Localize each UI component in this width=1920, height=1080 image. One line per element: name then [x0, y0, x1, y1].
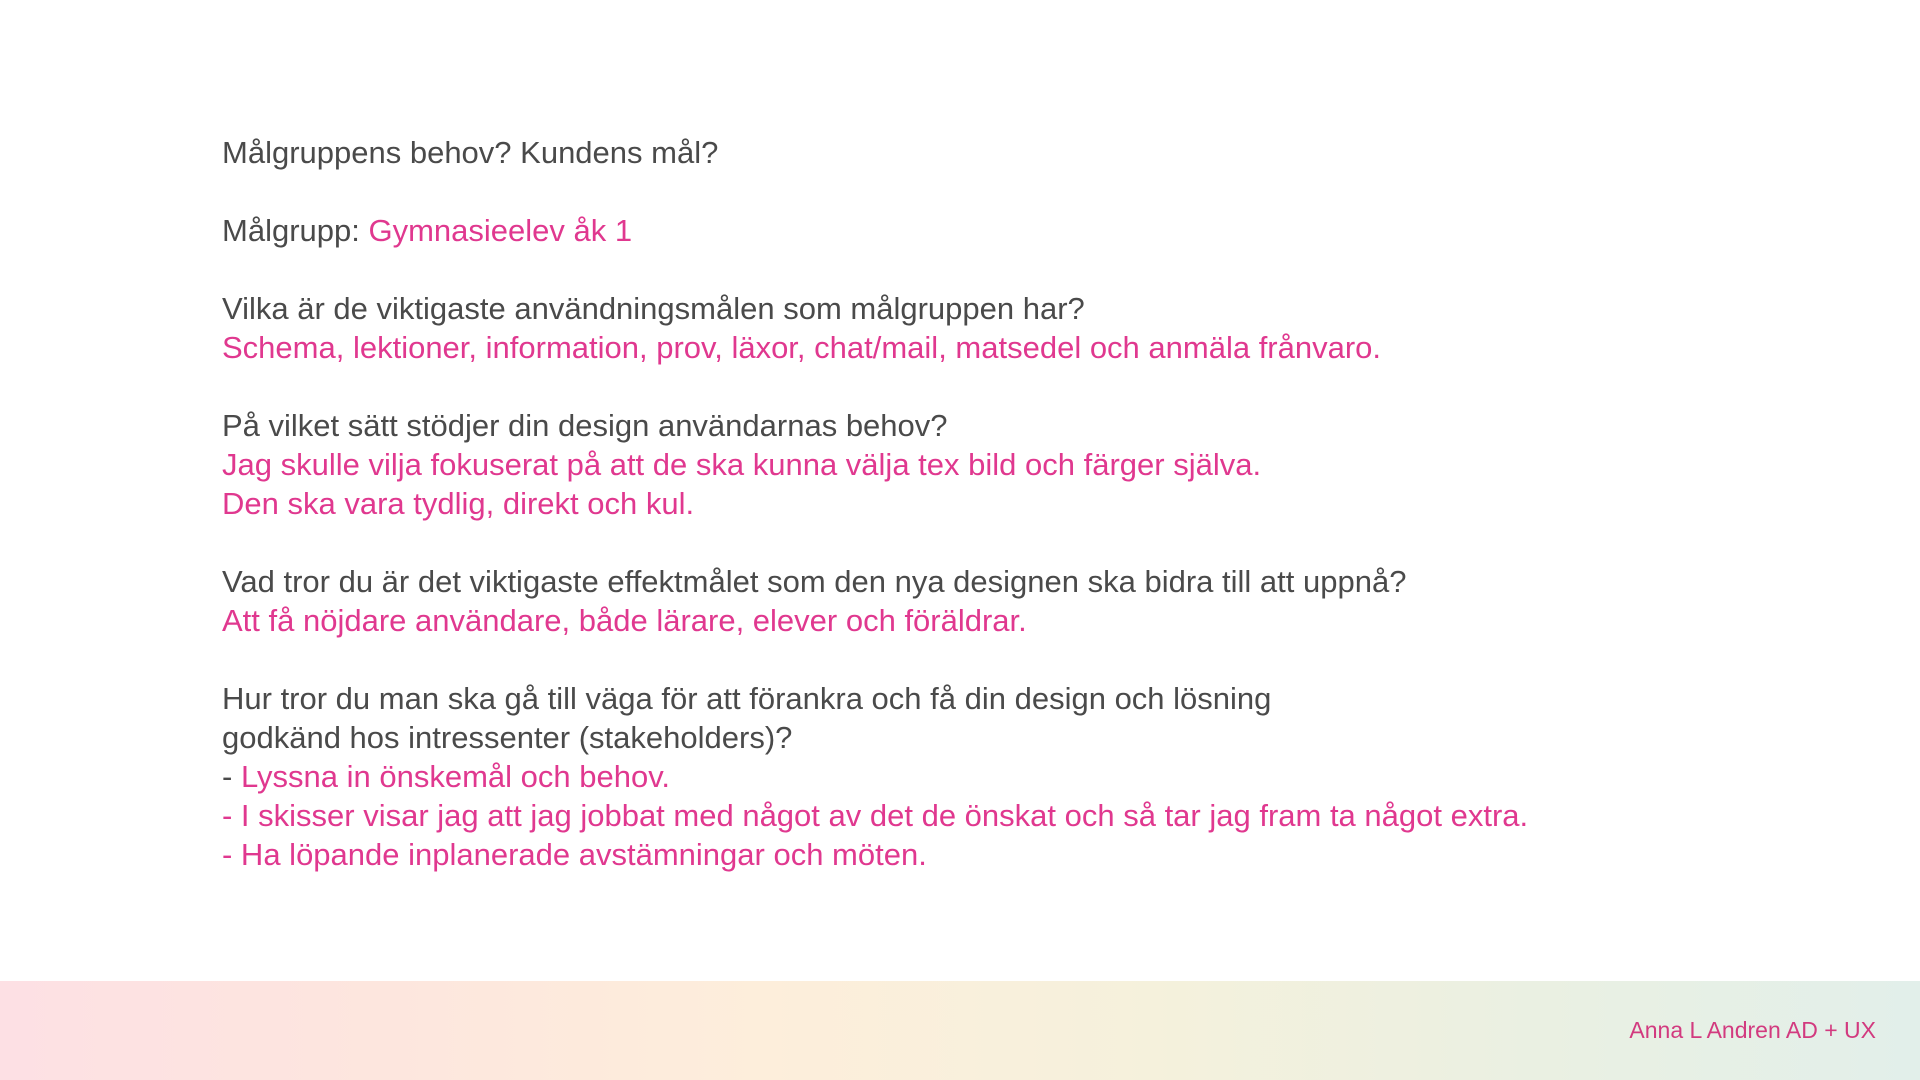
design-support-question: På vilket sätt stödjer din design användarnas behov?	[222, 408, 948, 443]
stakeholder-question-2: godkänd hos intressenter (stakeholders)?	[222, 720, 793, 755]
effect-goal-question: Vad tror du är det viktigaste effektmålet som den nya designen ska bidra till att uppnå?	[222, 564, 1407, 599]
stakeholder-bullet-1	[222, 757, 1822, 796]
stakeholder-bullet-2: - I skisser visar jag att jag jobbat med något av det de önskat och så tar jag fram ta något extra.	[222, 798, 1529, 833]
bullet-text: Lyssna in önskemål och behov.	[240, 759, 671, 794]
spacer	[222, 250, 1822, 289]
usage-goals-question: Vilka är de viktigaste användningsmålen som målgruppen har?	[222, 291, 1085, 326]
design-support-answer-2: Den ska vara tydlig, direkt och kul.	[222, 486, 695, 521]
stakeholder-question-1: Hur tror du man ska gå till väga för att förankra och få din design och lösning	[222, 681, 1272, 716]
design-support-answer-1: Jag skulle vilja fokuserat på att de ska kunna välja tex bild och färger själva.	[222, 447, 1262, 482]
usage-goals-answer: Schema, lektioner, information, prov, läxor, chat/mail, matsedel och anmäla frånvaro.	[222, 330, 1382, 365]
qa-content	[222, 133, 1822, 874]
heading-question: Målgruppens behov? Kundens mål?	[222, 135, 719, 170]
bullet-dash: -	[222, 759, 241, 794]
target-group-value: Gymnasieelev åk 1	[368, 213, 633, 248]
spacer	[222, 367, 1822, 406]
spacer	[222, 523, 1822, 562]
author-credit: Anna L Andren AD + UX	[1629, 1017, 1876, 1043]
spacer	[222, 640, 1822, 679]
effect-goal-answer: Att få nöjdare användare, både lärare, elever och föräldrar.	[222, 603, 1027, 638]
stakeholder-bullet-3: - Ha löpande inplanerade avstämningar och möten.	[222, 837, 927, 872]
spacer	[222, 172, 1822, 211]
target-group-label: Målgrupp:	[222, 213, 369, 248]
target-group-line	[222, 211, 1822, 250]
